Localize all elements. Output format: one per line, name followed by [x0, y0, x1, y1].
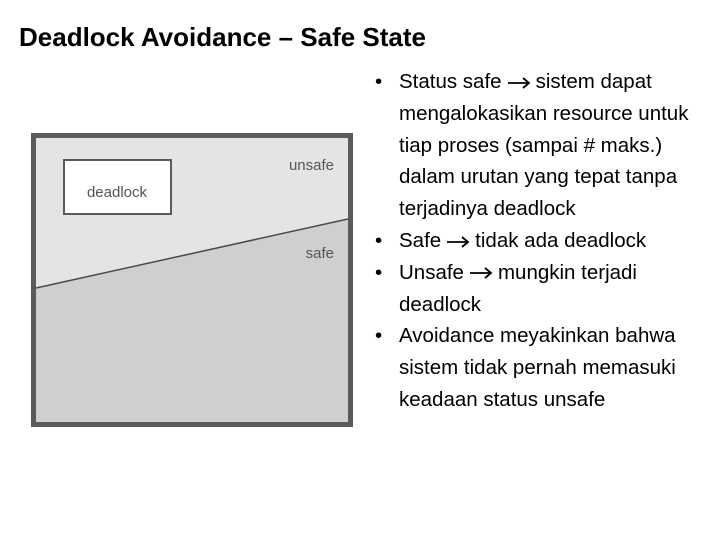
- bullet-list: [375, 66, 705, 416]
- bullet-symbol: •: [375, 324, 383, 348]
- bullet-text-lead: Safe: [399, 228, 442, 252]
- bullet-text-lead: Avoidance meyakinkan bahwa sistem tidak pernah memasuki keadaan status unsafe: [399, 324, 676, 411]
- arrow-right-icon: [468, 266, 494, 280]
- slide-title: Deadlock Avoidance – Safe State: [19, 22, 427, 52]
- bullet-item: [375, 66, 705, 225]
- bullet-text-lead: Status safe: [399, 70, 502, 93]
- bullet-item: [375, 320, 705, 415]
- unsafe-label: unsafe: [288, 157, 334, 174]
- bullet-symbol: •: [375, 228, 383, 252]
- arrow-right-icon: [506, 76, 532, 90]
- safe-label: safe: [305, 245, 334, 262]
- bullet-text-rest: mungkin terjadi deadlock: [399, 260, 637, 316]
- deadlock-label: deadlock: [86, 184, 148, 201]
- bullet-item: [375, 257, 705, 321]
- bullet-text-lead: Unsafe: [399, 260, 464, 284]
- bullet-symbol: •: [375, 70, 383, 93]
- bullet-item: [375, 225, 705, 257]
- bullet-text-rest: tidak ada deadlock: [475, 228, 647, 252]
- bullet-symbol: •: [375, 260, 383, 284]
- safe-state-diagram: [31, 133, 353, 427]
- arrow-right-icon: [445, 235, 471, 249]
- bullet-text-rest: sistem dapat mengalokasikan resource untuk tiap proses (sampai # maks.) dalam urutan yang tepat tanpa terjadinya deadlock: [399, 70, 689, 221]
